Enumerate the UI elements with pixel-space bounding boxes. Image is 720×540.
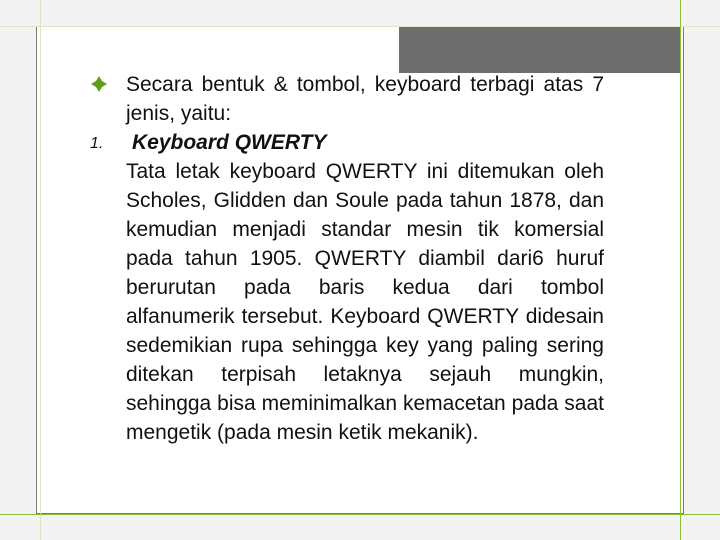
numbered-item (90, 128, 604, 157)
diamond-bullet-icon (90, 70, 120, 102)
header-decoration (399, 27, 681, 73)
intro-text: Secara bentuk & tombol, keyboard terbagi atas 7 jenis, yaitu: (126, 73, 604, 125)
right-accent-line (680, 0, 681, 540)
intro-bullet (90, 70, 604, 128)
bottom-accent-line (0, 514, 720, 515)
item-paragraph: Tata letak keyboard QWERTY ini ditemukan oleh Scholes, Glidden dan Soule pada tahun 1878, dan kemudian menjadi standar mesin tik komersial pada tahun 1905. QWERTY diambil dari6 huruf berurutan pada baris kedua dari tombol alfanumerik tersebut. Keyboard QWERTY didesain sedemikian rupa sehingga key yang paling sering ditekan terpisah letaknya sejauh mungkin, sehingga bisa meminimalkan kemacetan pada saat mengetik (pada mesin ketik mekanik). (126, 160, 604, 444)
item-number: 1. (90, 135, 104, 152)
item-title: Keyboard QWERTY (132, 131, 327, 154)
slide-body (90, 70, 604, 447)
left-accent-line (40, 0, 41, 540)
top-accent-line (0, 26, 720, 27)
